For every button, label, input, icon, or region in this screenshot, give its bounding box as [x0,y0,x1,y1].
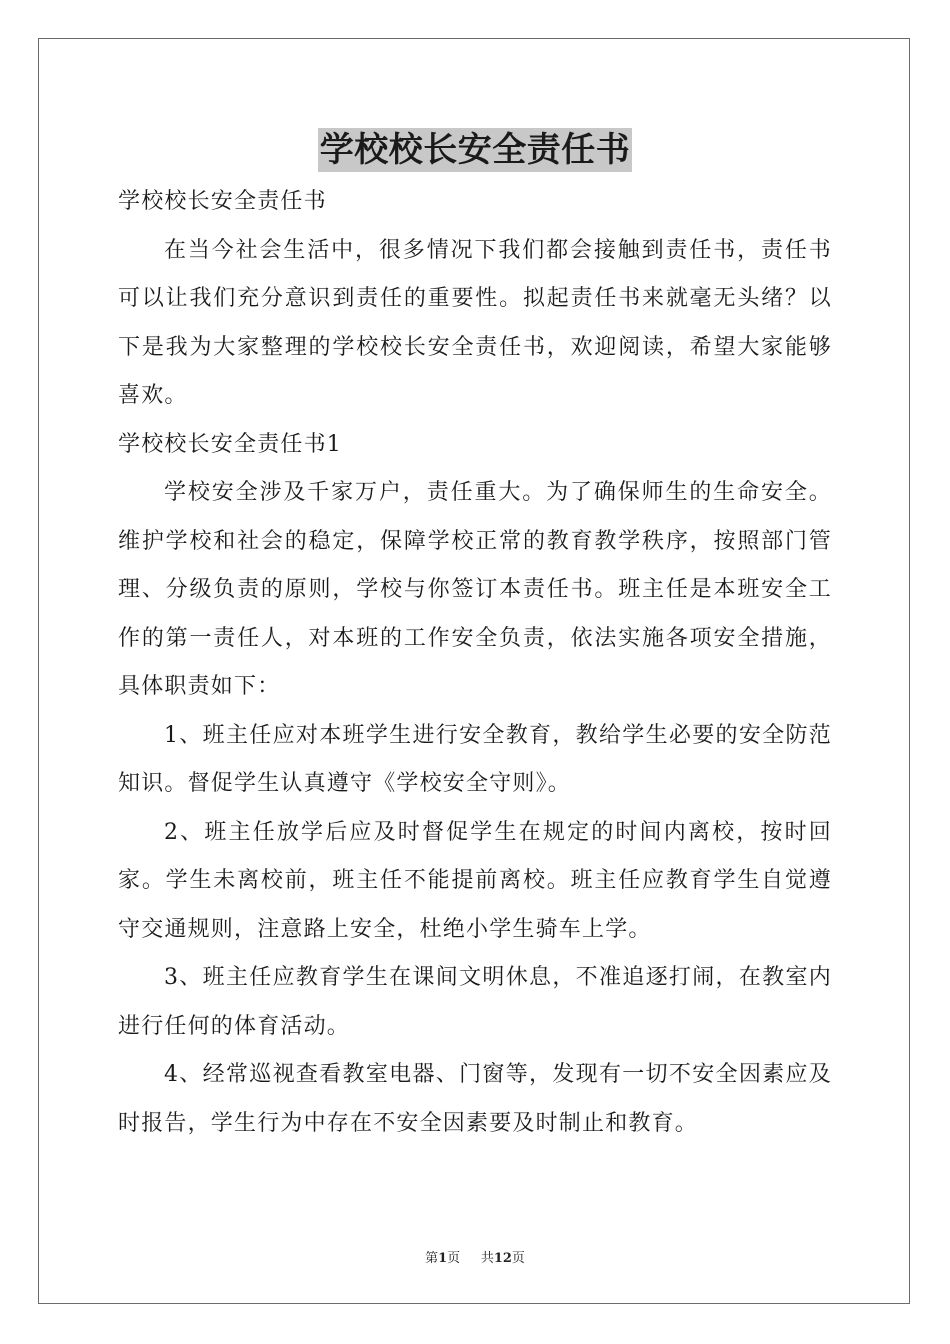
document-title [0,128,950,172]
intro-paragraph: 在当今社会生活中，很多情况下我们都会接触到责任书，责任书可以让我们充分意识到责任的重要性。拟起责任书来就毫无头绪？以下是我为大家整理的学校校长安全责任书，欢迎阅读，希望大家能够喜欢。 [118,237,832,408]
page-footer [0,1247,950,1266]
duty-item-3: 3、班主任应教育学生在课间文明休息，不准追逐打闹，在教室内进行任何的体育活动。 [118,965,832,1039]
document-title-text: 学校校长安全责任书 [319,130,631,170]
duty-item-1: 1、班主任应对本班学生进行安全教育，教给学生必要的安全防范知识。督促学生认真遵守《学校安全守则》。 [118,722,832,796]
duty-item-4: 4、经常巡视查看教室电器、门窗等，发现有一切不安全因素应及时报告，学生行为中存在不安全因素要及时制止和教育。 [118,1062,832,1136]
section-intro-paragraph: 学校安全涉及千家万户，责任重大。为了确保师生的生命安全。维护学校和社会的稳定，保障学校正常的教育教学秩序，按照部门管理、分级负责的原则，学校与你签订本责任书。班主任是本班安全工作的第一责任人，对本班的工作安全负责，依法实施各项安全措施，具体职责如下： [118,480,832,699]
page-number-label: 第1页 [425,1251,461,1266]
document-body [118,178,832,1148]
section-heading: 学校校长安全责任书1 [118,431,342,457]
total-pages-label: 共12页 [480,1251,525,1266]
duty-item-2: 2、班主任放学后应及时督促学生在规定的时间内离校，按时回家。学生未离校前，班主任不能提前离校。班主任应教育学生自觉遵守交通规则，注意路上安全，杜绝小学生骑车上学。 [118,819,832,942]
document-subtitle: 学校校长安全责任书 [118,189,327,214]
